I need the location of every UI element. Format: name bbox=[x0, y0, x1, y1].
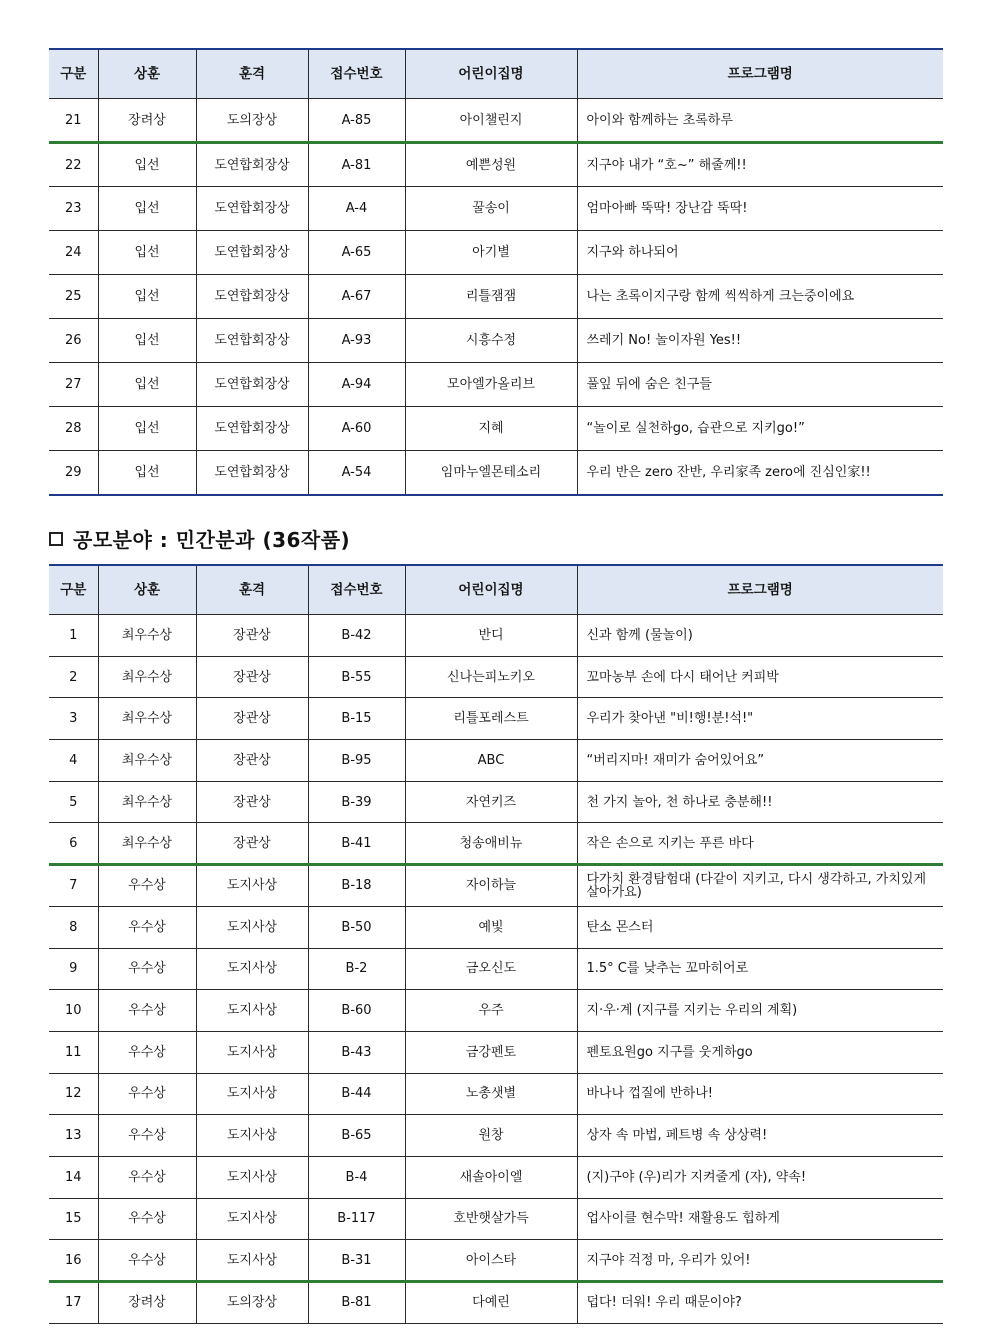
table-row bbox=[49, 990, 943, 1032]
table-row bbox=[49, 615, 943, 657]
cell-no: 21 bbox=[49, 99, 98, 143]
cell-award: 입선 bbox=[98, 363, 196, 407]
cell-center: ABC bbox=[405, 740, 577, 782]
cell-program: 지구야 걱정 마, 우리가 있어! bbox=[577, 1240, 943, 1282]
cell-program: 다가치 환경탐험대 (다같이 지키고, 다시 생각하고, 가치있게 살아가요) bbox=[577, 865, 943, 907]
header-code: 접수번호 bbox=[308, 49, 405, 99]
cell-code: A-85 bbox=[308, 99, 405, 143]
cell-rank: 장관상 bbox=[196, 615, 308, 657]
table-row bbox=[49, 275, 943, 319]
cell-code: A-93 bbox=[308, 319, 405, 363]
cell-award: 최우수상 bbox=[98, 781, 196, 823]
cell-award: 우수상 bbox=[98, 948, 196, 990]
header-award: 상훈 bbox=[98, 49, 196, 99]
table-header-row bbox=[49, 565, 943, 615]
cell-rank: 도연합회장상 bbox=[196, 319, 308, 363]
cell-program: 상자 속 마법, 페트병 속 상상력! bbox=[577, 1115, 943, 1157]
cell-award: 입선 bbox=[98, 319, 196, 363]
cell-rank: 도지사상 bbox=[196, 1073, 308, 1115]
cell-center: 원창 bbox=[405, 1115, 577, 1157]
cell-rank: 도지사상 bbox=[196, 865, 308, 907]
cell-no: 4 bbox=[49, 740, 98, 782]
cell-award: 우수상 bbox=[98, 865, 196, 907]
cell-program: 천 가지 놀아, 천 하나로 충분해!! bbox=[577, 781, 943, 823]
table-row bbox=[49, 1198, 943, 1240]
cell-award: 장려상 bbox=[98, 1282, 196, 1324]
cell-code: B-50 bbox=[308, 906, 405, 948]
cell-code: B-41 bbox=[308, 823, 405, 865]
cell-program: 바나나 껍질에 반하나! bbox=[577, 1073, 943, 1115]
header-program: 프로그램명 bbox=[577, 565, 943, 615]
table-row bbox=[49, 656, 943, 698]
cell-center: 우주 bbox=[405, 990, 577, 1032]
table-row bbox=[49, 948, 943, 990]
cell-rank: 장관상 bbox=[196, 698, 308, 740]
cell-rank: 도연합회장상 bbox=[196, 407, 308, 451]
cell-no: 12 bbox=[49, 1073, 98, 1115]
cell-no: 23 bbox=[49, 187, 98, 231]
table-row bbox=[49, 781, 943, 823]
cell-no: 16 bbox=[49, 1240, 98, 1282]
cell-award: 입선 bbox=[98, 275, 196, 319]
cell-no: 14 bbox=[49, 1156, 98, 1198]
header-code: 접수번호 bbox=[308, 565, 405, 615]
cell-center: 모아엘가올리브 bbox=[405, 363, 577, 407]
cell-no: 28 bbox=[49, 407, 98, 451]
header-no: 구분 bbox=[49, 565, 98, 615]
cell-no: 7 bbox=[49, 865, 98, 907]
table-row bbox=[49, 451, 943, 495]
cell-rank: 장관상 bbox=[196, 781, 308, 823]
cell-no: 9 bbox=[49, 948, 98, 990]
cell-no: 13 bbox=[49, 1115, 98, 1157]
cell-rank: 도연합회장상 bbox=[196, 275, 308, 319]
cell-rank: 도연합회장상 bbox=[196, 187, 308, 231]
cell-program: 신과 함께 (물놀이) bbox=[577, 615, 943, 657]
cell-program: 쓰레기 No! 놀이자원 Yes!! bbox=[577, 319, 943, 363]
cell-rank: 도지사상 bbox=[196, 1031, 308, 1073]
cell-no: 15 bbox=[49, 1198, 98, 1240]
cell-center: 지혜 bbox=[405, 407, 577, 451]
cell-award: 최우수상 bbox=[98, 698, 196, 740]
cell-no: 25 bbox=[49, 275, 98, 319]
cell-center: 금강펜토 bbox=[405, 1031, 577, 1073]
cell-no: 10 bbox=[49, 990, 98, 1032]
cell-code: A-67 bbox=[308, 275, 405, 319]
cell-award: 우수상 bbox=[98, 1240, 196, 1282]
cell-program: 업사이클 현수막! 재활용도 힙하게 bbox=[577, 1198, 943, 1240]
cell-rank: 도지사상 bbox=[196, 990, 308, 1032]
header-award: 상훈 bbox=[98, 565, 196, 615]
cell-center: 임마누엘몬테소리 bbox=[405, 451, 577, 495]
cell-code: A-94 bbox=[308, 363, 405, 407]
cell-award: 입선 bbox=[98, 143, 196, 187]
cell-no: 26 bbox=[49, 319, 98, 363]
cell-code: A-65 bbox=[308, 231, 405, 275]
cell-center: 반디 bbox=[405, 615, 577, 657]
section-title: 공모분야 : 민간분과 (36작품) bbox=[73, 528, 351, 552]
cell-award: 입선 bbox=[98, 451, 196, 495]
table-row bbox=[49, 906, 943, 948]
cell-code: A-60 bbox=[308, 407, 405, 451]
cell-rank: 장관상 bbox=[196, 740, 308, 782]
cell-no: 2 bbox=[49, 656, 98, 698]
cell-rank: 도지사상 bbox=[196, 1198, 308, 1240]
cell-program: 1.5° C를 낮추는 꼬마히어로 bbox=[577, 948, 943, 990]
table-row bbox=[49, 231, 943, 275]
cell-award: 우수상 bbox=[98, 1031, 196, 1073]
table-row bbox=[49, 1073, 943, 1115]
cell-center: 금오신도 bbox=[405, 948, 577, 990]
cell-award: 최우수상 bbox=[98, 823, 196, 865]
cell-program: 탄소 몬스터 bbox=[577, 906, 943, 948]
cell-no: 5 bbox=[49, 781, 98, 823]
cell-code: B-117 bbox=[308, 1198, 405, 1240]
table-row bbox=[49, 1156, 943, 1198]
cell-code: A-4 bbox=[308, 187, 405, 231]
cell-no: 11 bbox=[49, 1031, 98, 1073]
cell-code: B-2 bbox=[308, 948, 405, 990]
cell-award: 우수상 bbox=[98, 1073, 196, 1115]
cell-rank: 도의장상 bbox=[196, 99, 308, 143]
cell-rank: 도지사상 bbox=[196, 948, 308, 990]
cell-center: 새솔아이엘 bbox=[405, 1156, 577, 1198]
cell-center: 리틀잼잼 bbox=[405, 275, 577, 319]
cell-code: B-81 bbox=[308, 1282, 405, 1324]
header-program: 프로그램명 bbox=[577, 49, 943, 99]
cell-rank: 도연합회장상 bbox=[196, 451, 308, 495]
cell-rank: 장관상 bbox=[196, 823, 308, 865]
cell-code: B-15 bbox=[308, 698, 405, 740]
cell-center: 예빛 bbox=[405, 906, 577, 948]
cell-code: B-18 bbox=[308, 865, 405, 907]
cell-program: 우리 반은 zero 잔반, 우리家족 zero에 진심인家!! bbox=[577, 451, 943, 495]
table-row bbox=[49, 363, 943, 407]
cell-center: 호반햇살가득 bbox=[405, 1198, 577, 1240]
cell-rank: 도의장상 bbox=[196, 1282, 308, 1324]
table-header-row bbox=[49, 49, 943, 99]
table-row bbox=[49, 407, 943, 451]
cell-rank: 도연합회장상 bbox=[196, 143, 308, 187]
cell-code: B-39 bbox=[308, 781, 405, 823]
cell-no: 6 bbox=[49, 823, 98, 865]
cell-program: 꼬마농부 손에 다시 태어난 커피박 bbox=[577, 656, 943, 698]
cell-rank: 도지사상 bbox=[196, 906, 308, 948]
cell-program: 엄마아빠 뚝딱! 장난감 뚝딱! bbox=[577, 187, 943, 231]
cell-program: 아이와 함께하는 초록하루 bbox=[577, 99, 943, 143]
table-row bbox=[49, 740, 943, 782]
cell-center: 아기별 bbox=[405, 231, 577, 275]
cell-center: 아이스타 bbox=[405, 1240, 577, 1282]
table-row bbox=[49, 1115, 943, 1157]
cell-program: “놀이로 실천하go, 습관으로 지키go!” bbox=[577, 407, 943, 451]
cell-rank: 도연합회장상 bbox=[196, 231, 308, 275]
cell-award: 입선 bbox=[98, 187, 196, 231]
header-rank: 훈격 bbox=[196, 49, 308, 99]
cell-award: 최우수상 bbox=[98, 615, 196, 657]
cell-program: “버리지마! 재미가 숨어있어요” bbox=[577, 740, 943, 782]
cell-center: 자연키즈 bbox=[405, 781, 577, 823]
cell-program: 지구와 하나되어 bbox=[577, 231, 943, 275]
cell-award: 우수상 bbox=[98, 1156, 196, 1198]
cell-program: 풀잎 뒤에 숨은 친구들 bbox=[577, 363, 943, 407]
cell-rank: 도지사상 bbox=[196, 1115, 308, 1157]
cell-no: 29 bbox=[49, 451, 98, 495]
cell-center: 자이하늘 bbox=[405, 865, 577, 907]
table-row bbox=[49, 698, 943, 740]
cell-program: 지구야 내가 “호~” 해줄께!! bbox=[577, 143, 943, 187]
cell-award: 장려상 bbox=[98, 99, 196, 143]
cell-program: 우리가 찾아낸 "비!행!분!석!" bbox=[577, 698, 943, 740]
cell-code: B-95 bbox=[308, 740, 405, 782]
cell-no: 1 bbox=[49, 615, 98, 657]
cell-award: 최우수상 bbox=[98, 740, 196, 782]
table-row bbox=[49, 823, 943, 865]
cell-code: B-31 bbox=[308, 1240, 405, 1282]
cell-program: 나는 초록이지구랑 함께 씩씩하게 크는중이에요 bbox=[577, 275, 943, 319]
cell-center: 신나는피노키오 bbox=[405, 656, 577, 698]
cell-center: 다예린 bbox=[405, 1282, 577, 1324]
cell-program: 펜토요원go 지구를 웃게하go bbox=[577, 1031, 943, 1073]
cell-code: B-42 bbox=[308, 615, 405, 657]
cell-code: B-44 bbox=[308, 1073, 405, 1115]
section-heading bbox=[49, 524, 350, 553]
cell-award: 우수상 bbox=[98, 1198, 196, 1240]
cell-code: B-65 bbox=[308, 1115, 405, 1157]
cell-no: 27 bbox=[49, 363, 98, 407]
cell-no: 8 bbox=[49, 906, 98, 948]
cell-no: 22 bbox=[49, 143, 98, 187]
cell-award: 우수상 bbox=[98, 1115, 196, 1157]
cell-rank: 장관상 bbox=[196, 656, 308, 698]
cell-rank: 도지사상 bbox=[196, 1156, 308, 1198]
cell-rank: 도지사상 bbox=[196, 1240, 308, 1282]
header-center: 어린이집명 bbox=[405, 49, 577, 99]
cell-code: B-4 bbox=[308, 1156, 405, 1198]
cell-code: B-43 bbox=[308, 1031, 405, 1073]
award-table-2 bbox=[49, 564, 943, 1324]
cell-award: 입선 bbox=[98, 407, 196, 451]
cell-award: 입선 bbox=[98, 231, 196, 275]
cell-program: (지)구야 (우)리가 지켜줄게 (자), 약속! bbox=[577, 1156, 943, 1198]
cell-award: 최우수상 bbox=[98, 656, 196, 698]
cell-rank: 도연합회장상 bbox=[196, 363, 308, 407]
table-row bbox=[49, 143, 943, 187]
cell-center: 예쁜성원 bbox=[405, 143, 577, 187]
cell-code: B-60 bbox=[308, 990, 405, 1032]
cell-no: 3 bbox=[49, 698, 98, 740]
header-no: 구분 bbox=[49, 49, 98, 99]
cell-center: 리틀포레스트 bbox=[405, 698, 577, 740]
table-row bbox=[49, 1282, 943, 1324]
cell-program: 덥다! 더워! 우리 때문이야? bbox=[577, 1282, 943, 1324]
cell-center: 꿀송이 bbox=[405, 187, 577, 231]
table-row bbox=[49, 187, 943, 231]
cell-no: 24 bbox=[49, 231, 98, 275]
table-row bbox=[49, 1031, 943, 1073]
cell-code: A-81 bbox=[308, 143, 405, 187]
cell-no: 17 bbox=[49, 1282, 98, 1324]
cell-program: 지·우·계 (지구를 지키는 우리의 계획) bbox=[577, 990, 943, 1032]
cell-center: 노총샛별 bbox=[405, 1073, 577, 1115]
table-row bbox=[49, 865, 943, 907]
cell-center: 청송애비뉴 bbox=[405, 823, 577, 865]
cell-center: 시흥수정 bbox=[405, 319, 577, 363]
cell-award: 우수상 bbox=[98, 990, 196, 1032]
checkbox-icon bbox=[49, 532, 63, 546]
header-rank: 훈격 bbox=[196, 565, 308, 615]
cell-center: 아이챌린지 bbox=[405, 99, 577, 143]
award-table-1 bbox=[49, 48, 943, 496]
cell-code: A-54 bbox=[308, 451, 405, 495]
table-row bbox=[49, 99, 943, 143]
table-row bbox=[49, 1240, 943, 1282]
cell-code: B-55 bbox=[308, 656, 405, 698]
cell-award: 우수상 bbox=[98, 906, 196, 948]
table-row bbox=[49, 319, 943, 363]
header-center: 어린이집명 bbox=[405, 565, 577, 615]
cell-program: 작은 손으로 지키는 푸른 바다 bbox=[577, 823, 943, 865]
